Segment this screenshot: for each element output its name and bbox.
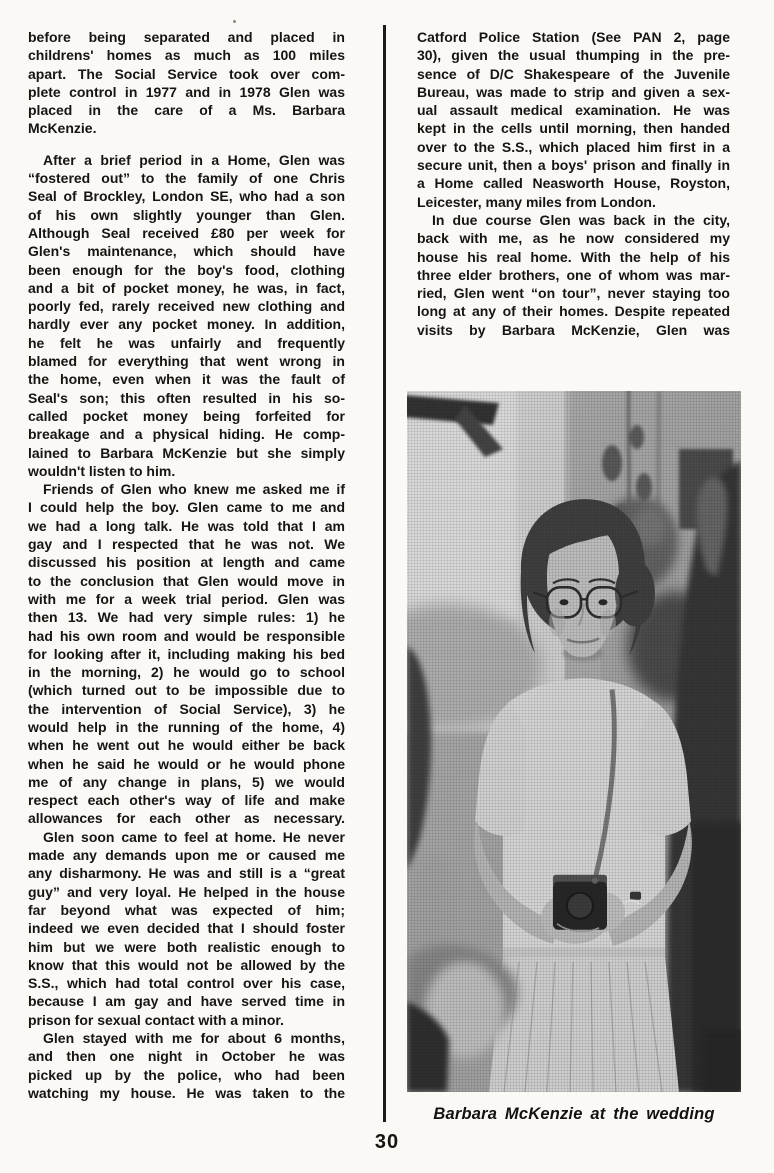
text-line: After a brief period in a Home, Glen was — [43, 151, 345, 168]
text-line: made any demands upon me or caused me — [28, 847, 345, 864]
pleated-skirt — [489, 948, 679, 1092]
text-line: and then one night in October he was — [28, 1048, 345, 1065]
paragraph — [28, 151, 345, 480]
text-line: guy” and very loyal. He helped in the house — [28, 883, 345, 900]
text-line: visits by Barbara McKenzie, Glen was — [417, 321, 730, 338]
text-line: childrens' homes as much as 100 miles — [28, 47, 345, 64]
text-line: three elder brothers, one of whom was mar- — [417, 266, 730, 283]
text-line: 30), given the usual thumping in the pre- — [417, 47, 730, 64]
text-line: Catford Police Station (See PAN 2, page — [417, 29, 730, 45]
text-line: when he said he would or he would phone — [28, 755, 345, 772]
text-line: back with me, as he now considered my — [417, 230, 730, 247]
text-line: prison for sexual contact with a minor. — [28, 1011, 284, 1028]
text-line: because I am gay and have served time in — [28, 993, 345, 1010]
page-number: 30 — [374, 1131, 400, 1153]
text-line: the home, even when it was the fault of — [28, 371, 345, 388]
text-line: placed in the care of a Ms. Barbara — [28, 102, 345, 119]
paragraph — [28, 480, 345, 828]
text-line: ual assault medical examination. He was — [417, 102, 730, 119]
text-line: then 13. We had very simple rules: 1) he — [28, 609, 345, 626]
scan-speck — [233, 20, 236, 23]
text-line: any disharmony. He was and still is a “great — [28, 865, 345, 882]
text-line: hardly ever any pocket money. In addition, — [28, 316, 345, 333]
text-line: sence of D/C Shakespeare of the Juvenile — [417, 65, 730, 82]
text-line: In due course Glen was back in the city, — [432, 211, 730, 228]
text-line: indeed we even decided that I should foster — [28, 920, 345, 937]
paragraph — [28, 28, 345, 138]
text-line: allowances for each other as necessary. — [28, 810, 345, 827]
text-line: been enough for the boy's food, clothing — [28, 261, 345, 278]
paragraph — [417, 28, 730, 211]
text-line: Glen soon came to feel at home. He never — [43, 828, 345, 845]
text-line: breakage and a physical hiding. He comp- — [28, 426, 345, 443]
text-line: apart. The Social Service took over com- — [28, 65, 345, 82]
text-line: would help in the running of the home, 4) — [28, 718, 345, 735]
text-line: to the conclusion that Glen would move in — [28, 572, 345, 589]
paragraph — [28, 1029, 345, 1102]
text-line: S.S., which had total control over his case, — [28, 975, 345, 992]
text-line: Friends of Glen who knew me asked me if — [43, 481, 345, 498]
text-line: kept in the cells until morning, then handed — [417, 120, 730, 137]
text-line: Seal of Brockley, London SE, who had a son — [28, 188, 345, 205]
text-line: far beyond what was expected of him; — [28, 901, 345, 918]
text-line: a Home called Neasworth House, Royston, — [417, 175, 730, 192]
eyes — [560, 599, 569, 605]
text-line: gay and I respected that he was not. We — [28, 536, 345, 553]
text-line: for looking after it, including making his bed — [28, 645, 345, 662]
text-line: wouldn't listen to him. — [28, 462, 176, 479]
photo-figure — [407, 391, 741, 1124]
wedding-photo — [407, 391, 741, 1092]
text-line: watching my house. He was taken to the — [28, 1084, 345, 1101]
text-line: we had a long talk. He was told that I am — [28, 517, 345, 534]
text-line: with me for a week trial period. Glen was — [28, 590, 345, 607]
text-line: over to the S.S., which placed him first in a — [417, 138, 730, 155]
text-line: Glen's maintenance, which should have — [28, 243, 345, 260]
text-line: know that this would not be allowed by the — [28, 956, 345, 973]
text-line: he felt he was unfairly and frequently — [28, 334, 345, 351]
text-line: house his real home. With the help of his — [417, 248, 730, 265]
text-line: called pocket money being forfeited for — [28, 407, 345, 424]
text-line: Glen stayed with me for about 6 months, — [43, 1030, 345, 1047]
text-line: Leicester, many miles from London. — [417, 193, 656, 210]
left-column — [28, 28, 345, 1102]
text-line: Although Seal received £80 per week for — [28, 224, 345, 241]
text-line: respect each other's way of life and make — [28, 792, 345, 809]
text-line: lained to Barbara McKenzie but she simply — [28, 444, 345, 461]
wristwatch — [630, 892, 641, 900]
paragraph — [417, 211, 730, 339]
text-line: discussed his position at length and came — [28, 554, 345, 571]
text-line: (which turned out to be impossible due to — [28, 682, 345, 699]
text-line: and a bit of pocket money, he was, in fact, — [28, 279, 345, 296]
text-line: long at any of their homes. Despite repeated — [417, 303, 730, 320]
text-line: me of any change in plans, 5) we would — [28, 773, 345, 790]
text-line: I could help the boy. Glen came to me and — [28, 499, 345, 516]
text-line: picked up by the police, who had been — [28, 1066, 345, 1083]
text-line: him but we were both realistic enough to — [28, 938, 345, 955]
text-line: Seal's son; this often resulted in his so- — [28, 389, 345, 406]
column-divider-rule — [383, 25, 386, 1122]
photo-caption: Barbara McKenzie at the wedding — [433, 1105, 715, 1123]
text-line: Bureau, was made to strip and given a sex- — [417, 83, 730, 100]
text-line: secure unit, then a boys' prison and finally in — [417, 157, 730, 174]
text-line: plete control in 1977 and in 1978 Glen was — [28, 83, 345, 100]
text-line: the intervention of Social Service), 3) he — [28, 700, 345, 717]
wedding-photo-illustration — [407, 391, 741, 1092]
text-line: had his own room and would be responsible — [28, 627, 345, 644]
text-line: in the morning, 2) he would go to school — [28, 664, 345, 681]
text-line: before being separated and placed in — [28, 29, 345, 45]
text-line: “fostered out” to the family of one Chris — [28, 170, 345, 187]
paragraph — [28, 828, 345, 1029]
text-line: blamed for everything that went wrong in — [28, 353, 345, 370]
text-line: poorly fed, rarely received new clothing and — [28, 298, 345, 315]
text-line: ried, Glen went “on tour”, never staying too — [417, 285, 730, 302]
text-line: when he went out he would either be back — [28, 737, 345, 754]
text-line: McKenzie. — [28, 120, 97, 137]
right-column — [417, 28, 730, 339]
text-line: of his own slightly younger than Glen. — [28, 206, 345, 223]
